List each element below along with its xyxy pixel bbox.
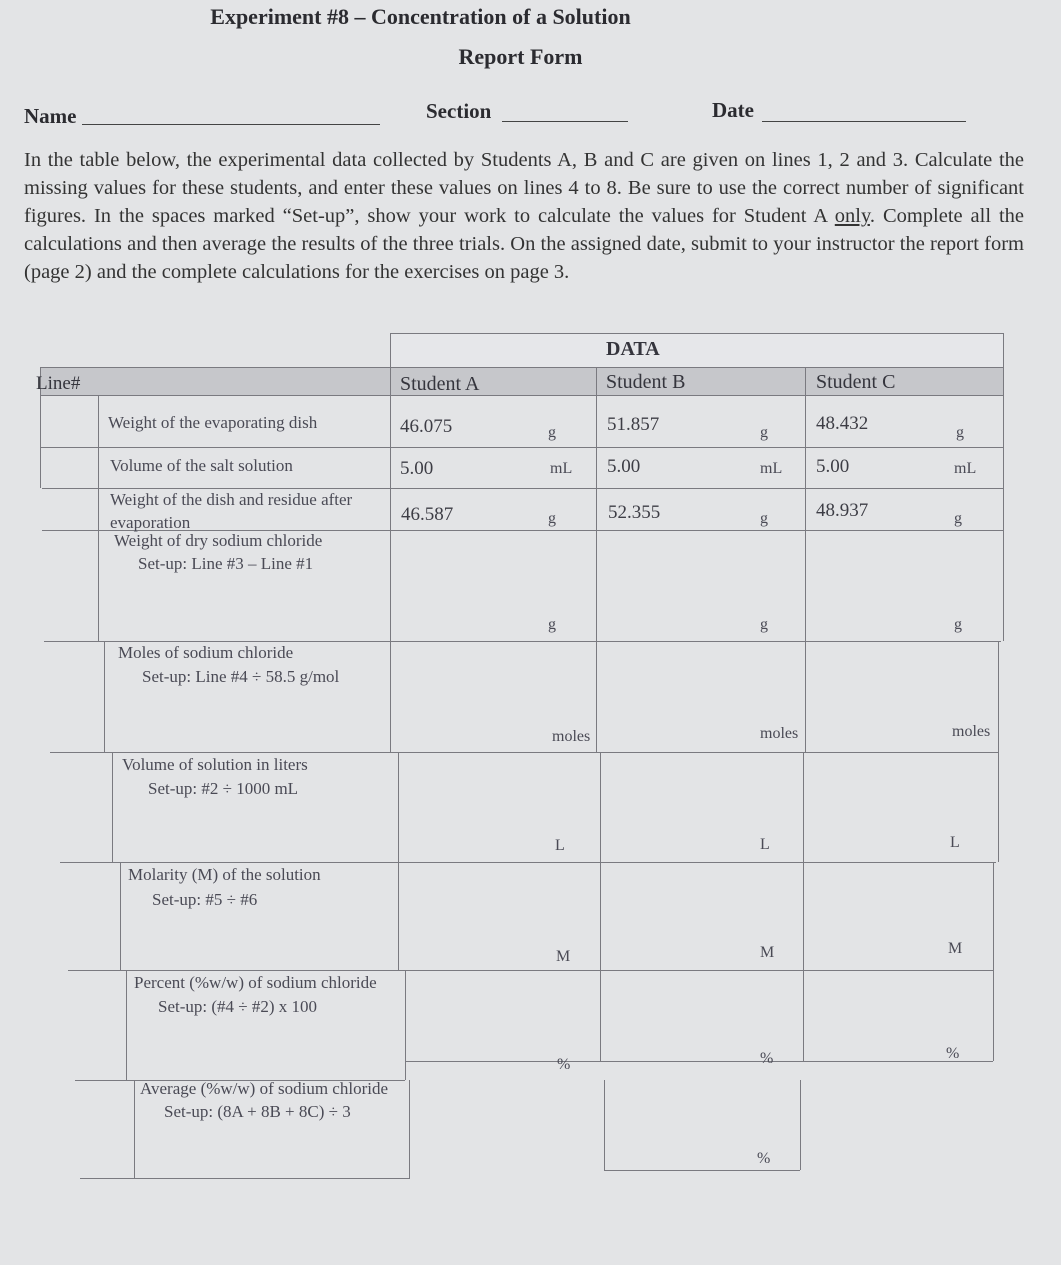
row-6-label: Volume of solution in liters (122, 755, 308, 774)
line-number-header: Line# (36, 373, 81, 394)
average-answer-box[interactable] (605, 1081, 800, 1170)
instructions-text-2: . Complete all the calculations and then average the results of the three trials. On the assigned date, submit to your instructor the report form (page 2) and the complete calculations for the exercises on page 3. (24, 205, 1024, 283)
row-3-unit-c: g (954, 510, 962, 527)
row-5-label: Moles of sodium chloride (118, 643, 294, 662)
row-2-label: Volume of the salt solution (110, 456, 293, 475)
row-8-unit-a: % (557, 1056, 571, 1073)
row-1-unit-b: g (760, 424, 768, 441)
row-7-label: Molarity (M) of the solution (128, 865, 321, 884)
row-7-unit-a: M (556, 948, 571, 965)
row-4-unit-c: g (954, 616, 962, 633)
row-5-unit-a: moles (552, 728, 591, 745)
row-6-unit-c: L (950, 834, 960, 851)
row-2-unit-c: mL (954, 460, 977, 477)
row-3-value-c: 48.937 (816, 500, 869, 521)
row-2-value-b: 5.00 (607, 456, 641, 477)
section-label: Section (426, 99, 492, 123)
row-5-setup: Set-up: Line #4 ÷ 58.5 g/mol (142, 667, 340, 686)
row-7-unit-c: M (948, 940, 963, 957)
row-6-unit-b: L (760, 836, 770, 853)
row-5-unit-c: moles (952, 723, 991, 740)
row-4-answer-a[interactable] (391, 531, 596, 641)
row-7-unit-b: M (760, 944, 775, 961)
row-2-unit-a: mL (550, 460, 573, 477)
row-4-answer-c[interactable] (806, 531, 1003, 641)
date-label: Date (712, 98, 754, 122)
row-1-value-b: 51.857 (607, 414, 660, 435)
row-1-label: Weight of the evaporating dish (108, 413, 318, 432)
row-1-value-a: 46.075 (400, 416, 453, 437)
row-4-unit-a: g (548, 616, 556, 633)
row-3-unit-a: g (548, 510, 556, 527)
row-8-unit-b: % (760, 1050, 774, 1067)
row-4-unit-b: g (760, 616, 768, 633)
row-9-unit: % (757, 1150, 771, 1167)
row-7-setup: Set-up: #5 ÷ #6 (152, 890, 258, 909)
row-4-answer-b[interactable] (597, 531, 805, 641)
row-8-unit-c: % (946, 1045, 960, 1062)
row-4-label: Weight of dry sodium chloride (114, 531, 323, 550)
row-2-value-c: 5.00 (816, 456, 850, 477)
row-2-value-a: 5.00 (400, 458, 434, 479)
data-header: DATA (606, 338, 660, 360)
row-6-setup: Set-up: #2 ÷ 1000 mL (148, 779, 299, 798)
row-1-unit-a: g (548, 424, 556, 441)
name-label: Name (24, 104, 77, 128)
row-3-value-b: 52.355 (608, 502, 661, 523)
student-a-header: Student A (400, 373, 480, 395)
row-3-unit-b: g (760, 510, 768, 527)
row-5-unit-b: moles (760, 725, 799, 742)
document-subtitle: Report Form (458, 44, 583, 69)
row-2-unit-b: mL (760, 460, 783, 477)
student-c-header: Student C (816, 371, 896, 393)
row-3-value-a: 46.587 (401, 504, 454, 525)
row-6-unit-a: L (555, 837, 565, 854)
row-3-label: Weight of the dish and residue after evaporation (110, 490, 353, 532)
row-9-setup: Set-up: (8A + 8B + 8C) ÷ 3 (164, 1102, 351, 1121)
student-b-header: Student B (606, 371, 686, 393)
instructions-emphasis: only (834, 205, 870, 227)
document-title: Experiment #8 – Concentration of a Solution (210, 4, 631, 29)
row-8-label: Percent (%w/w) of sodium chloride (134, 973, 377, 992)
row-9-label: Average (%w/w) of sodium chloride (140, 1079, 388, 1098)
instructions-text-1: In the table below, the experimental data collected by Students A, B and C are given on lines 1, 2 and 3. Calculate the missing values for these students, and enter these values on lines 4 to 8. Be sure to use the correct number of significant figures. In the spaces marked “Set-up”, show your work to calculate the values for Student A (24, 149, 1024, 227)
row-1-unit-c: g (956, 424, 964, 441)
row-1-value-c: 48.432 (816, 413, 869, 434)
row-4-setup: Set-up: Line #3 – Line #1 (138, 554, 314, 573)
row-8-setup: Set-up: (#4 ÷ #2) x 100 (158, 997, 318, 1016)
